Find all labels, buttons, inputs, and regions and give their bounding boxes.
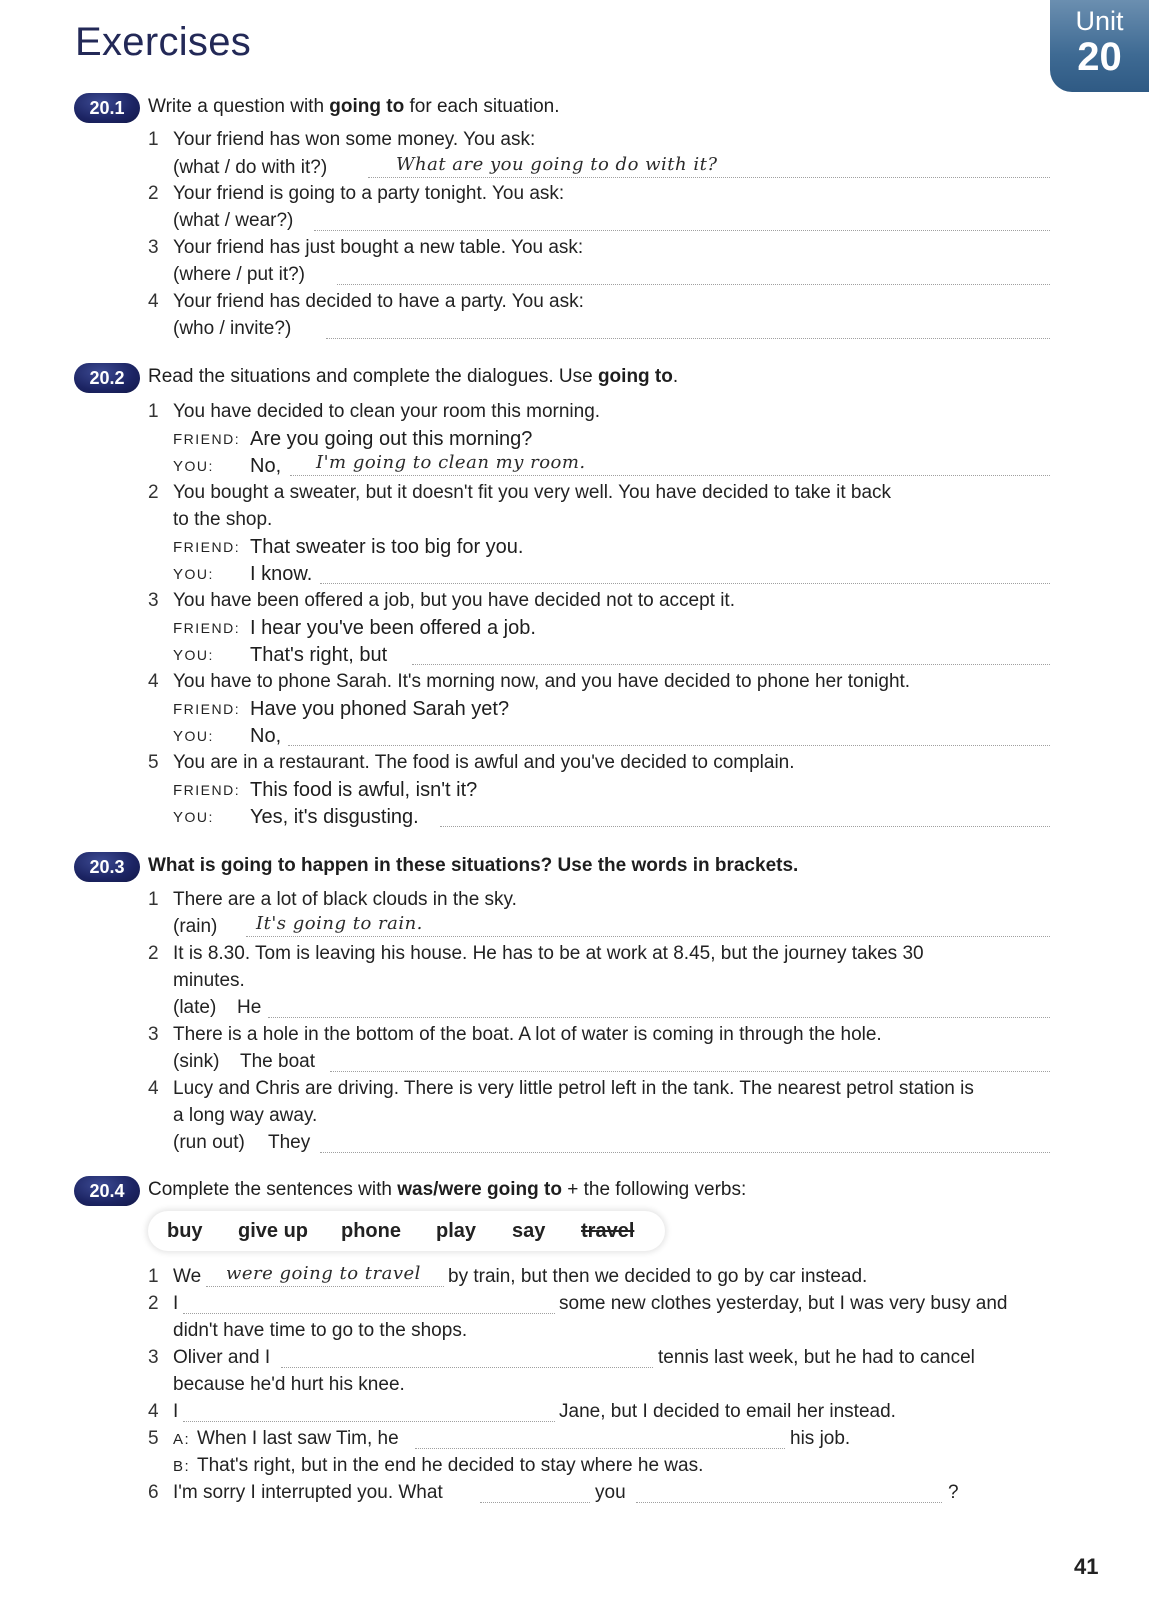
verb-travel: travel [581,1220,635,1242]
item-text-cont: minutes. [173,970,245,991]
you-line: That's right, but [250,644,388,666]
item-text: Your friend has won some money. You ask: [173,129,536,150]
item-text: Your friend is going to a party tonight. You ask: [173,183,565,204]
item-text: Lucy and Chris are driving. There is very little petrol left in the tank. The nearest petrol station is [173,1078,974,1099]
item-text: ? [948,1482,959,1503]
speaker-a: A: [173,1431,191,1448]
exercise-badge-20-3: 20.3 [74,852,140,882]
item-number: 1 [148,401,159,422]
item-text: There are a lot of black clouds in the sky. [173,889,517,910]
friend-line: Have you phoned Sarah yet? [250,698,510,720]
item-cue: (who / invite?) [173,318,292,339]
item-text: When I last saw Tim, he [197,1428,399,1449]
answer-line[interactable] [183,1312,555,1314]
item-text: You have decided to clean your room this morning. [173,401,601,422]
you-line: Yes, it's disgusting. [250,806,419,828]
speaker-friend: FRIEND: [173,701,241,718]
friend-line: This food is awful, isn't it? [250,779,478,801]
exercise-heading-20-2: Read the situations and complete the dialogues. Use going to. [148,366,679,387]
item-number: 4 [148,671,159,692]
item-text-cont: to the shop. [173,509,273,530]
item-number: 1 [148,129,159,150]
item-text: Jane, but I decided to email her instead. [559,1401,896,1422]
item-number: 5 [148,1428,159,1449]
speaker-you: YOU: [173,728,214,745]
item-text: some new clothes yesterday, but I was very busy and [559,1293,1008,1314]
exercise-heading-20-3: What is going to happen in these situations? Use the words in brackets. [148,855,799,876]
item-text: You have to phone Sarah. It's morning now, and you have decided to phone her tonight. [173,671,911,692]
answer-line[interactable] [183,1420,555,1422]
item-number: 2 [148,183,159,204]
item-number: 3 [148,590,159,611]
item-text-cont: That's right, but in the end he decided to stay where he was. [197,1455,704,1476]
exercise-badge-20-1: 20.1 [74,93,140,123]
item-number: 4 [148,1078,159,1099]
exercise-badge-20-4: 20.4 [74,1176,140,1206]
answer-line[interactable] [330,1070,1050,1072]
answer-line[interactable] [288,744,1050,746]
item-text: you [595,1482,626,1503]
item-text: I'm sorry I interrupted you. What [173,1482,443,1503]
item-text: tennis last week, but he had to cancel [658,1347,975,1368]
verb-phone: phone [341,1220,401,1242]
item-text: You bought a sweater, but it doesn't fit you very well. You have decided to take it back [173,482,892,503]
unit-tab [1050,0,1149,92]
answer-line[interactable] [320,1151,1050,1153]
answer-line[interactable] [480,1501,590,1503]
item-text: I [173,1293,179,1314]
answer-line[interactable] [412,663,1050,665]
item-cue: (sink) [173,1051,220,1072]
verb-play: play [436,1220,477,1242]
answer-line[interactable] [268,1016,1050,1018]
item-cue: (late) [173,997,217,1018]
item-number: 2 [148,1293,159,1314]
item-text-cont: because he'd hurt his knee. [173,1374,405,1395]
item-text: by train, but then we decided to go by car instead. [448,1266,868,1287]
item-number: 3 [148,1347,159,1368]
item-number: 1 [148,889,159,910]
speaker-friend: FRIEND: [173,431,241,448]
item-text: his job. [790,1428,851,1449]
item-number: 5 [148,752,159,773]
handwritten-answer: I'm going to clean my room. [316,452,586,473]
item-cue: (where / put it?) [173,264,305,285]
friend-line: That sweater is too big for you. [250,536,524,558]
speaker-b: B: [173,1458,191,1475]
verb-give-up: give up [238,1220,309,1242]
handwritten-answer: It's going to rain. [256,913,423,934]
exercise-badge-20-2: 20.2 [74,363,140,393]
item-cue: (run out) [173,1132,245,1153]
answer-lead: They [268,1132,311,1153]
unit-label: Unit [1075,6,1124,36]
unit-number: 20 [1077,35,1122,79]
item-text: Your friend has just bought a new table. You ask: [173,237,584,258]
answer-line[interactable] [326,337,1050,339]
answer-line[interactable] [415,1447,785,1449]
friend-line: I hear you've been offered a job. [250,617,536,639]
speaker-you: YOU: [173,458,214,475]
item-text: Oliver and I [173,1347,271,1368]
answer-line[interactable] [320,582,1050,584]
item-number: 4 [148,1401,159,1422]
answer-lead: He [237,997,262,1018]
item-number: 4 [148,291,159,312]
verb-buy: buy [167,1220,203,1242]
answer-lead: The boat [240,1051,315,1072]
friend-line: Are you going out this morning? [250,428,533,450]
verb-say: say [512,1220,546,1242]
answer-line[interactable] [314,229,1050,231]
item-text: We [173,1266,202,1287]
item-cue: (what / do with it?) [173,157,328,178]
item-number: 2 [148,482,159,503]
handwritten-answer: were going to travel [226,1263,421,1284]
item-number: 1 [148,1266,159,1287]
speaker-friend: FRIEND: [173,620,241,637]
item-cue: (what / wear?) [173,210,294,231]
answer-line[interactable] [337,283,1050,285]
item-text: It is 8.30. Tom is leaving his house. He has to be at work at 8.45, but the journey takes 30 [173,943,924,964]
answer-line[interactable] [281,1366,653,1368]
page-title: Exercises [75,20,252,64]
you-line: I know. [250,563,313,585]
exercise-heading-20-4: Complete the sentences with was/were going to + the following verbs: [148,1179,747,1200]
item-text: You are in a restaurant. The food is awful and you've decided to complain. [173,752,795,773]
item-number: 3 [148,237,159,258]
item-number: 2 [148,943,159,964]
speaker-you: YOU: [173,647,214,664]
item-number: 3 [148,1024,159,1045]
speaker-you: YOU: [173,809,214,826]
speaker-you: YOU: [173,566,214,583]
you-line: No, [250,725,282,747]
page-number: 41 [1074,1554,1099,1579]
item-cue: (rain) [173,916,218,937]
handwritten-answer: What are you going to do with it? [396,154,718,175]
item-text-cont: didn't have time to go to the shops. [173,1320,468,1341]
exercise-heading-20-1: Write a question with going to for each situation. [148,96,560,117]
item-text-cont: a long way away. [173,1105,318,1126]
item-text: You have been offered a job, but you have decided not to accept it. [173,590,735,611]
item-text: There is a hole in the bottom of the boat. A lot of water is coming in through the hole. [173,1024,882,1045]
speaker-friend: FRIEND: [173,539,241,556]
item-text: I [173,1401,179,1422]
item-number: 6 [148,1482,159,1503]
item-text: Your friend has decided to have a party. You ask: [173,291,584,312]
answer-line[interactable] [440,825,1050,827]
answer-line[interactable] [636,1501,942,1503]
you-line: No, [250,455,282,477]
speaker-friend: FRIEND: [173,782,241,799]
